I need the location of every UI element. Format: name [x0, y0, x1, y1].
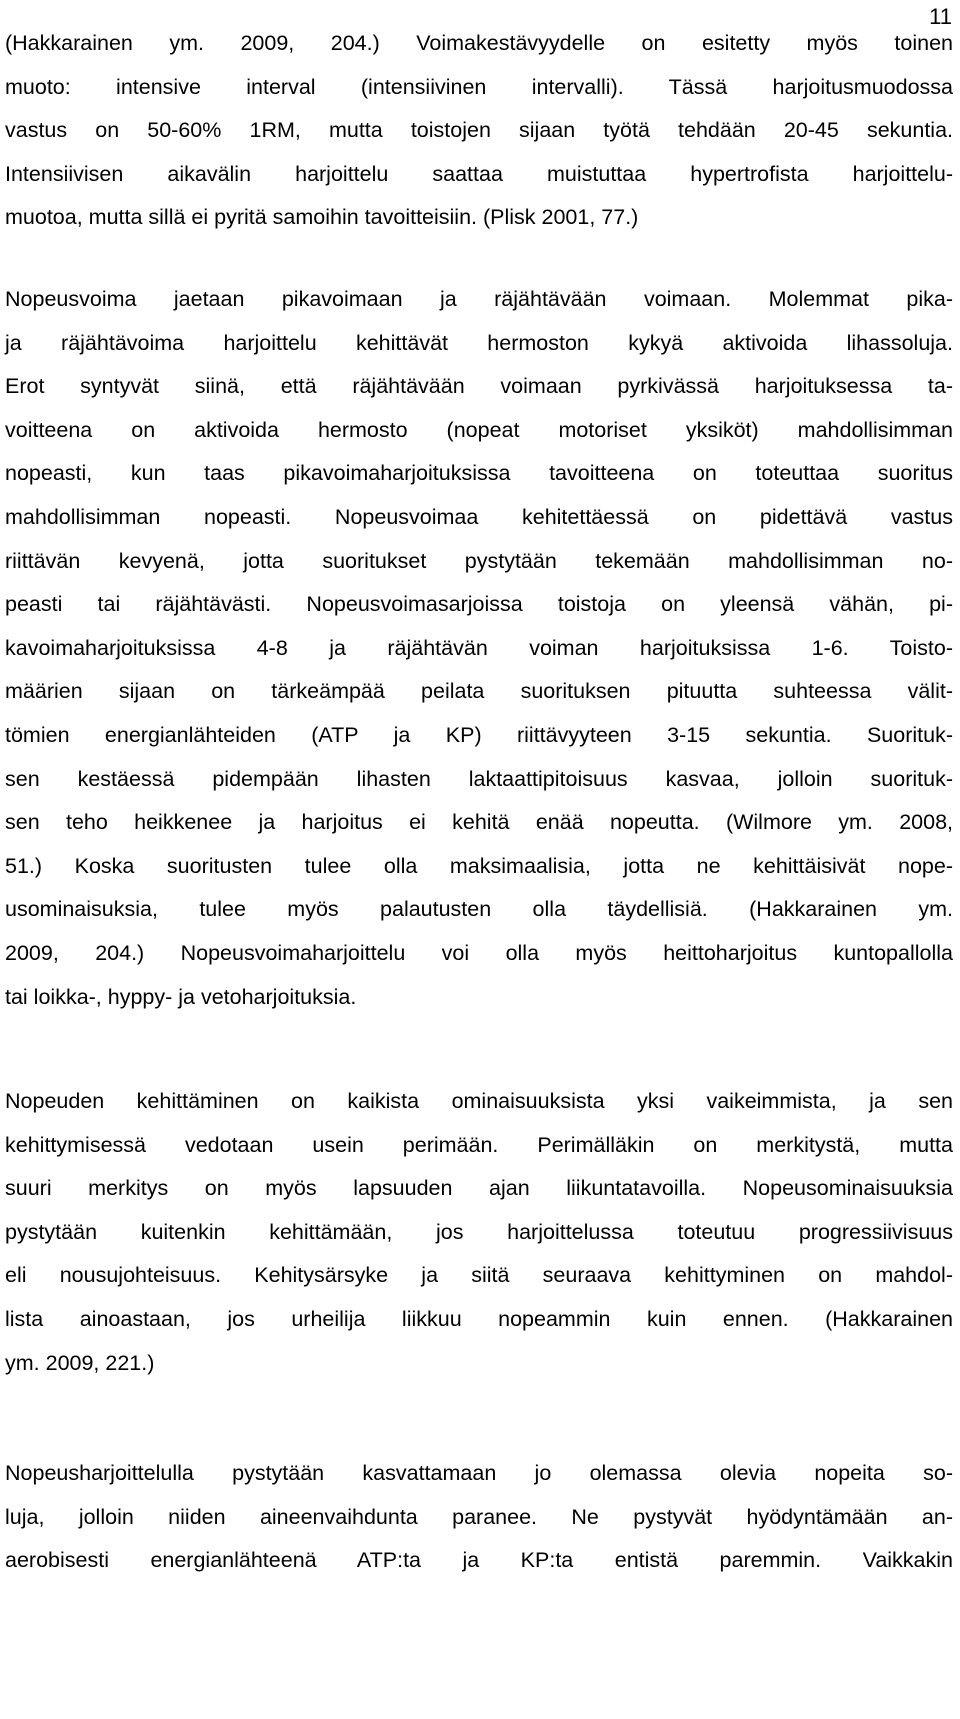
text-line: nopeasti, kun taas pikavoimaharjoituksissa tavoitteena on toteuttaa suoritus [5, 461, 953, 486]
text-line: muoto: intensive interval (intensiivinen intervalli). Tässä harjoitusmuodossa [5, 74, 953, 99]
text-line: sen kestäessä pidempään lihasten laktaattipitoisuus kasvaa, jolloin suorituk- [5, 766, 953, 791]
text-line: vastus on 50-60% 1RM, mutta toistojen sijaan työtä tehdään 20-45 sekuntia. [5, 118, 953, 143]
text-line: ja räjähtävoima harjoittelu kehittävät hermoston kykyä aktivoida lihassoluja. [5, 330, 953, 355]
text-line: aerobisesti energianlähteenä ATP:ta ja KP:ta entistä paremmin. Vaikkakin [5, 1548, 953, 1573]
text-line: 2009, 204.) Nopeusvoimaharjoittelu voi olla myös heittoharjoitus kuntopallolla [5, 941, 953, 965]
text-line: pystytään kuitenkin kehittämään, jos harjoittelussa toteutuu progressiivisuus [5, 1219, 953, 1244]
text-line: mahdollisimman nopeasti. Nopeusvoimaa kehitettäessä on pidettävä vastus [5, 505, 953, 529]
page-number: 11 [929, 4, 952, 29]
text-line: tai loikka-, hyppy- ja vetoharjoituksia. [5, 984, 357, 1009]
text-line: muotoa, mutta sillä ei pyritä samoihin tavoitteisiin. (Plisk 2001, 77.) [5, 205, 639, 230]
text-line: peasti tai räjähtävästi. Nopeusvoimasarjoissa toistoja on yleensä vähän, pi- [5, 592, 953, 617]
text-line: Intensiivisen aikavälin harjoittelu saattaa muistuttaa hypertrofista harjoittelu- [5, 161, 953, 186]
text-line: usominaisuksia, tulee myös palautusten olla täydellisiä. (Hakkarainen ym. [5, 897, 953, 922]
text-line: tömien energianlähteiden (ATP ja KP) riittävyyteen 3-15 sekuntia. Suorituk- [5, 723, 953, 747]
text-line: Nopeusharjoittelulla pystytään kasvattamaan jo olemassa olevia nopeita so- [5, 1461, 953, 1485]
text-line: Nopeusvoima jaetaan pikavoimaan ja räjähtävään voimaan. Molemmat pika- [5, 287, 953, 311]
text-line: kehittymisessä vedotaan usein perimään. Perimälläkin on merkitystä, mutta [5, 1132, 953, 1157]
text-line: voitteena on aktivoida hermosto (nopeat motoriset yksiköt) mahdollisimman [5, 417, 953, 442]
text-line: Erot syntyvät siinä, että räjähtävään voimaan pyrkivässä harjoituksessa ta- [5, 374, 953, 399]
text-line: lista ainoastaan, jos urheilija liikkuu nopeammin kuin ennen. (Hakkarainen [5, 1307, 953, 1331]
text-line: suuri merkitys on myös lapsuuden ajan liikuntatavoilla. Nopeusominaisuuksia [5, 1176, 953, 1201]
text-line: kavoimaharjoituksissa 4-8 ja räjähtävän voiman harjoituksissa 1-6. Toisto- [5, 635, 953, 660]
text-line: ym. 2009, 221.) [5, 1350, 155, 1375]
text-line: sen teho heikkenee ja harjoitus ei kehitä enää nopeutta. (Wilmore ym. 2008, [5, 810, 953, 835]
text-line: Nopeuden kehittäminen on kaikista ominaisuuksista yksi vaikeimmista, ja sen [5, 1089, 953, 1113]
text-line: (Hakkarainen ym. 2009, 204.) Voimakestävyydelle on esitetty myös toinen [5, 31, 953, 55]
text-line: 51.) Koska suoritusten tulee olla maksimaalisia, jotta ne kehittäisivät nope- [5, 853, 953, 878]
text-line: riittävän kevyenä, jotta suoritukset pystytään tekemään mahdollisimman no- [5, 548, 953, 573]
text-line: luja, jolloin niiden aineenvaihdunta paranee. Ne pystyvät hyödyntämään an- [5, 1504, 953, 1529]
text-line: eli nousujohteisuus. Kehitysärsyke ja siitä seuraava kehittyminen on mahdol- [5, 1263, 953, 1288]
text-line: määrien sijaan on tärkeämpää peilata suorituksen pituutta suhteessa välit- [5, 679, 953, 704]
